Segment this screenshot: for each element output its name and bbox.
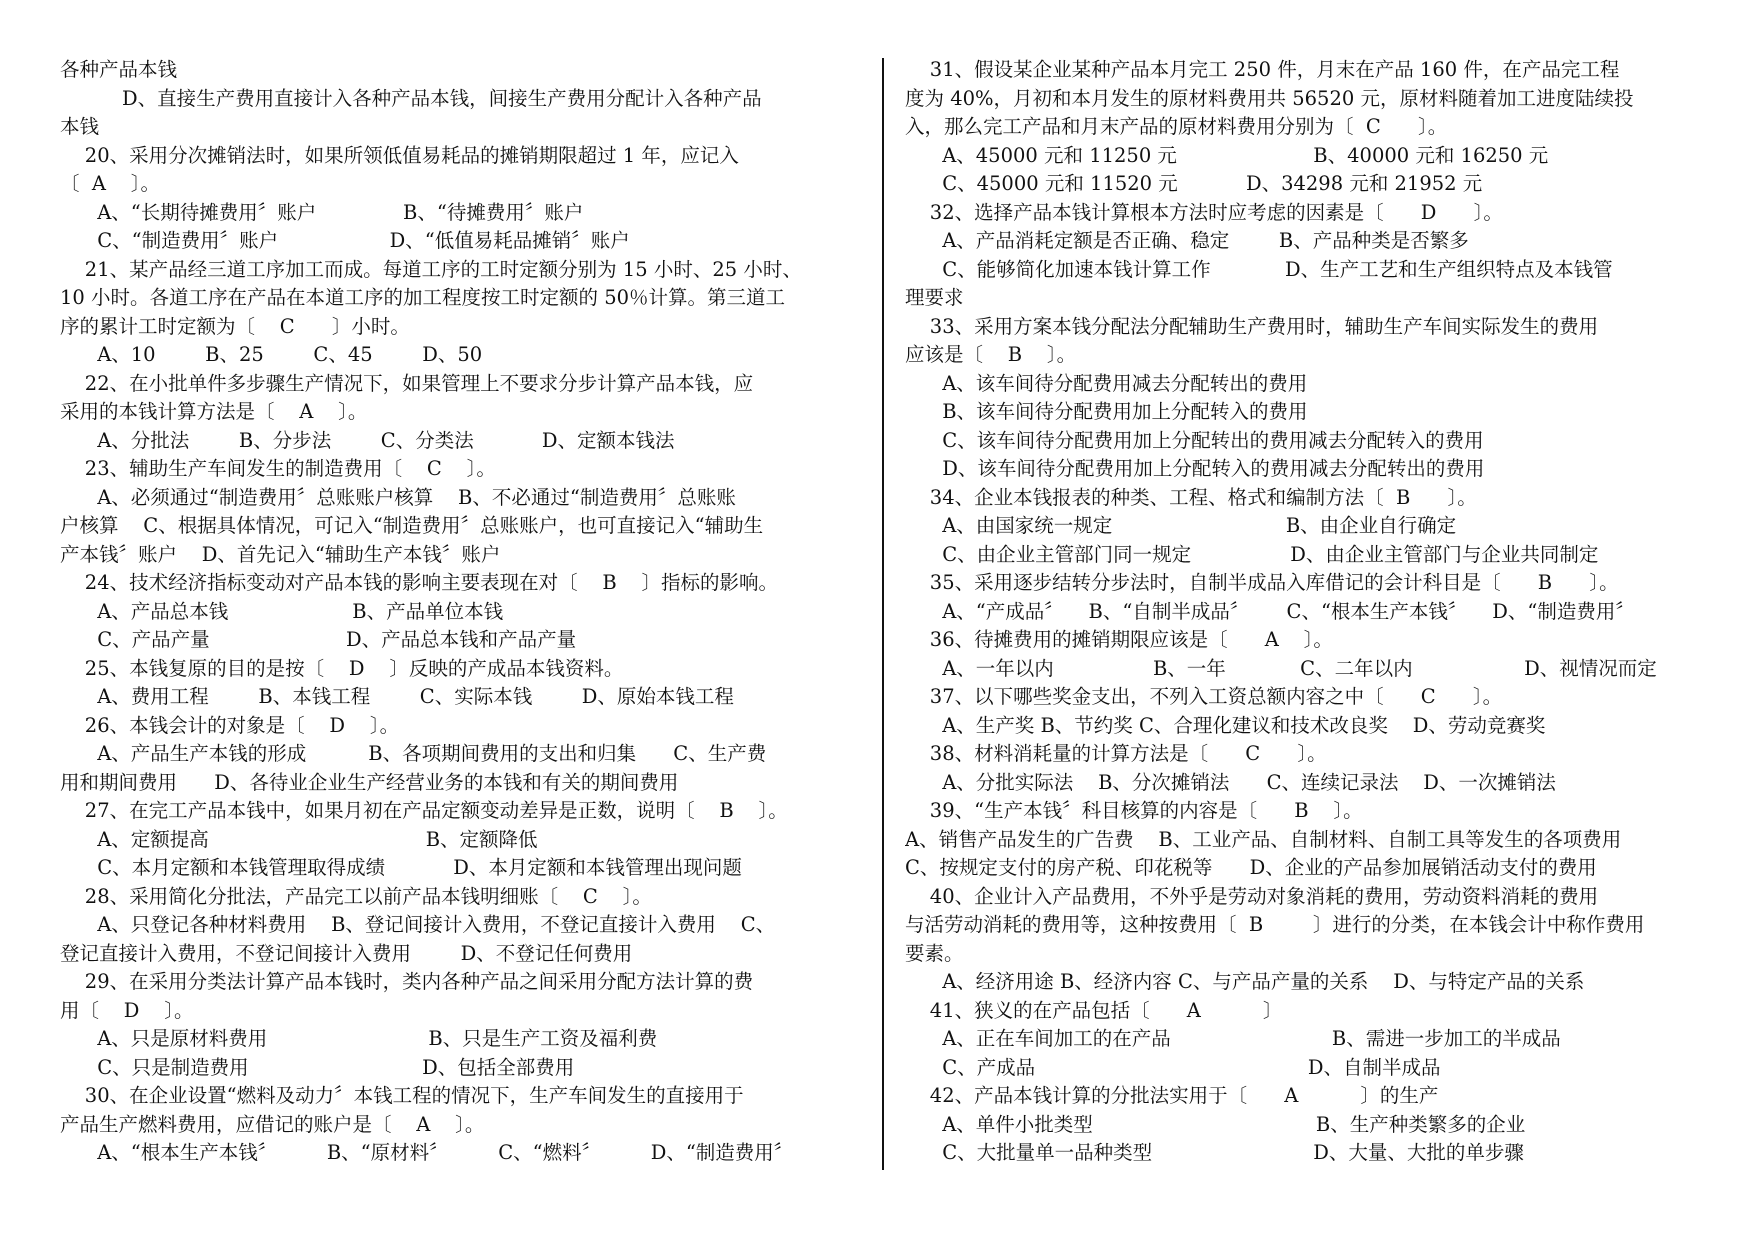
- text-line: 序的累计工时定额为〔 C 〕小时。: [60, 314, 410, 338]
- text-line: 21、某产品经三道工序加工而成。每道工序的工时定额分别为 15 小时、25 小时、: [60, 257, 802, 281]
- text-line: 产品生产燃料费用，应借记的账户是〔 A 〕。: [60, 1112, 485, 1136]
- text-line: A、分批实际法 B、分次摊销法 C、连续记录法 D、一次摊销法: [905, 770, 1556, 794]
- text-line: B、该车间待分配费用加上分配转入的费用: [905, 400, 1308, 423]
- text-line: 应该是〔 B 〕。: [905, 343, 1077, 366]
- text-line: A、销售产品发生的广告费 B、工业产品、自制材料、自制工具等发生的各项费用: [905, 827, 1622, 851]
- text-line: C、本月定额和本钱管理取得成绩 D、本月定额和本钱管理出现问题: [60, 856, 742, 879]
- text-line: 要素。: [905, 941, 964, 965]
- text-line: 登记直接计入费用，不登记间接计入费用 D、不登记任何费用: [60, 941, 633, 965]
- text-line: A、必须通过“制造费用〞总账账户核算 B、不必通过“制造费用〞总账账: [60, 485, 736, 509]
- text-line: A、单件小批类型 B、生产种类繁多的企业: [905, 1112, 1526, 1136]
- text-line: A、“根本生产本钱〞 B、“原材料〞 C、“燃料〞 D、“制造费用〞: [60, 1141, 794, 1164]
- text-line: 户核算 C、根据具体情况，可记入“制造费用〞总账账户，也可直接记入“辅助生: [60, 514, 764, 537]
- text-line: C、产品产量 D、产品总本钱和产品产量: [60, 628, 577, 651]
- text-line: 27、在完工产品本钱中，如果月初在产品定额变动差异是正数，说明〔 B 〕。: [60, 799, 788, 822]
- text-line: A、定额提高 B、定额降低: [60, 827, 538, 851]
- text-line: C、该车间待分配费用加上分配转出的费用减去分配转入的费用: [905, 428, 1484, 452]
- text-line: 与活劳动消耗的费用等，这种按费用〔 B 〕进行的分类，在本钱会计中称作费用: [905, 913, 1645, 936]
- text-line: 39、“生产本钱〞科目核算的内容是〔 B 〕。: [905, 799, 1363, 822]
- text-line: C、产成品 D、自制半成品: [905, 1055, 1441, 1079]
- text-line: A、45000 元和 11250 元 B、40000 元和 16250 元: [905, 143, 1549, 167]
- text-line: 40、企业计入产品费用，不外乎是劳动对象消耗的费用，劳动资料消耗的费用: [905, 884, 1599, 908]
- text-line: D、直接生产费用直接计入各种产品本钱，间接生产费用分配计入各种产品: [60, 86, 762, 110]
- text-line: 23、辅助生产车间发生的制造费用〔 C 〕。: [60, 457, 496, 480]
- text-line: D、该车间待分配费用加上分配转入的费用减去分配转出的费用: [905, 457, 1485, 480]
- text-line: 42、产品本钱计算的分批法实用于〔 A 〕的生产: [905, 1084, 1439, 1107]
- text-line: 41、狭义的在产品包括〔 A 〕: [905, 998, 1283, 1022]
- text-line: 35、采用逐步结转分步法时，自制半成品入库借记的会计科目是〔 B 〕。: [905, 571, 1619, 594]
- text-line: A、费用工程 B、本钱工程 C、实际本钱 D、原始本钱工程: [60, 685, 734, 708]
- text-line: A、10 B、25 C、45 D、50: [60, 343, 483, 366]
- text-line: A、一年以内 B、一年 C、二年以内 D、视情况而定: [905, 656, 1657, 680]
- text-line: 用和期间费用 D、各待业企业生产经营业务的本钱和有关的期间费用: [60, 770, 679, 794]
- text-line: 30、在企业设置“燃料及动力〞本钱工程的情况下，生产车间发生的直接用于: [60, 1084, 744, 1107]
- text-line: 〔 A 〕。: [60, 172, 161, 195]
- text-line: 度为 40%，月初和本月发生的原材料费用共 56520 元，原材料随着加工进度陆续投: [905, 86, 1634, 110]
- text-line: 38、材料消耗量的计算方法是〔 C 〕。: [905, 742, 1327, 765]
- text-line: A、“长期待摊费用〞账户 B、“待摊费用〞账户: [60, 200, 584, 224]
- text-line: 28、采用简化分批法，产品完工以前产品本钱明细账〔 C 〕。: [60, 884, 652, 908]
- text-line: A、分批法 B、分步法 C、分类法 D、定额本钱法: [60, 428, 675, 452]
- text-line: A、产品总本钱 B、产品单位本钱: [60, 599, 504, 623]
- text-line: 产本钱〞账户 D、首先记入“辅助生产本钱〞账户: [60, 542, 501, 566]
- text-line: C、能够简化加速本钱计算工作 D、生产工艺和生产组织特点及本钱管: [905, 257, 1613, 281]
- text-line: A、正在车间加工的在产品 B、需进一步加工的半成品: [905, 1027, 1561, 1050]
- text-line: A、只是原材料费用 B、只是生产工资及福利费: [60, 1027, 658, 1050]
- text-line: C、“制造费用〞账户 D、“低值易耗品摊销〞账户: [60, 229, 630, 252]
- text-line: 采用的本钱计算方法是〔 A 〕。: [60, 400, 368, 423]
- text-line: 各种产品本钱: [60, 58, 178, 81]
- text-line: A、生产奖 B、节约奖 C、合理化建议和技术改良奖 D、劳动竞赛奖: [905, 713, 1546, 737]
- text-line: C、由企业主管部门同一规定 D、由企业主管部门与企业共同制定: [905, 542, 1599, 566]
- text-line: A、由国家统一规定 B、由企业自行确定: [905, 514, 1457, 537]
- column-divider: [882, 58, 884, 1170]
- text-line: A、产品消耗定额是否正确、稳定 B、产品种类是否繁多: [905, 229, 1469, 252]
- text-line: 22、在小批单件多步骤生产情况下，如果管理上不要求分步计算产品本钱，应: [60, 371, 754, 395]
- text-line: C、只是制造费用 D、包括全部费用: [60, 1055, 575, 1079]
- text-line: 32、选择产品本钱计算根本方法时应考虑的因素是〔 D 〕。: [905, 200, 1503, 224]
- text-line: A、该车间待分配费用减去分配转出的费用: [905, 371, 1308, 395]
- text-line: 入，那么完工产品和月末产品的原材料费用分别为〔 C 〕。: [905, 115, 1448, 138]
- text-line: 10 小时。各道工序在产品在本道工序的加工程度按工时定额的 50％计算。第三道工: [60, 286, 786, 309]
- text-line: A、经济用途 B、经济内容 C、与产品产量的关系 D、与特定产品的关系: [905, 970, 1585, 993]
- text-line: 29、在采用分类法计算产品本钱时，类内各种产品之间采用分配方法计算的费: [60, 970, 754, 993]
- text-line: 24、技术经济指标变动对产品本钱的影响主要表现在对〔 B 〕指标的影响。: [60, 571, 779, 594]
- text-line: 34、企业本钱报表的种类、工程、格式和编制方法〔 B 〕。: [905, 485, 1477, 509]
- text-line: 本钱: [60, 115, 100, 138]
- text-line: C、大批量单一品种类型 D、大量、大批的单步骤: [905, 1141, 1524, 1164]
- text-line: 31、假设某企业某种产品本月完工 250 件，月末在产品 160 件，在产品完工程: [905, 58, 1620, 81]
- text-line: A、产品生产本钱的形成 B、各项期间费用的支出和归集 C、生产费: [60, 742, 767, 765]
- text-line: 33、采用方案本钱分配法分配辅助生产费用时，辅助生产车间实际发生的费用: [905, 314, 1599, 338]
- text-line: 理要求: [905, 286, 964, 309]
- text-line: 37、以下哪些奖金支出，不列入工资总额内容之中〔 C 〕。: [905, 685, 1503, 708]
- text-line: C、45000 元和 11520 元 D、34298 元和 21952 元: [905, 172, 1483, 195]
- left-column: [60, 56, 860, 1168]
- text-line: 20、采用分次摊销法时，如果所领低值易耗品的摊销期限超过 1 年，应记入: [60, 143, 739, 167]
- text-line: 26、本钱会计的对象是〔 D 〕。: [60, 713, 400, 737]
- right-column: [905, 56, 1715, 1168]
- text-line: A、只登记各种材料费用 B、登记间接计入费用，不登记直接计入费用 C、: [60, 913, 776, 936]
- text-line: 用〔 D 〕。: [60, 998, 194, 1022]
- text-line: A、“产成品〞 B、“自制半成品〞 C、“根本生产本钱〞 D、“制造费用〞: [905, 599, 1635, 623]
- text-line: 36、待摊费用的摊销期限应该是〔 A 〕。: [905, 628, 1333, 651]
- text-line: 25、本钱复原的目的是按〔 D 〕反映的产成品本钱资料。: [60, 656, 624, 680]
- text-line: C、按规定支付的房产税、印花税等 D、企业的产品参加展销活动支付的费用: [905, 856, 1597, 879]
